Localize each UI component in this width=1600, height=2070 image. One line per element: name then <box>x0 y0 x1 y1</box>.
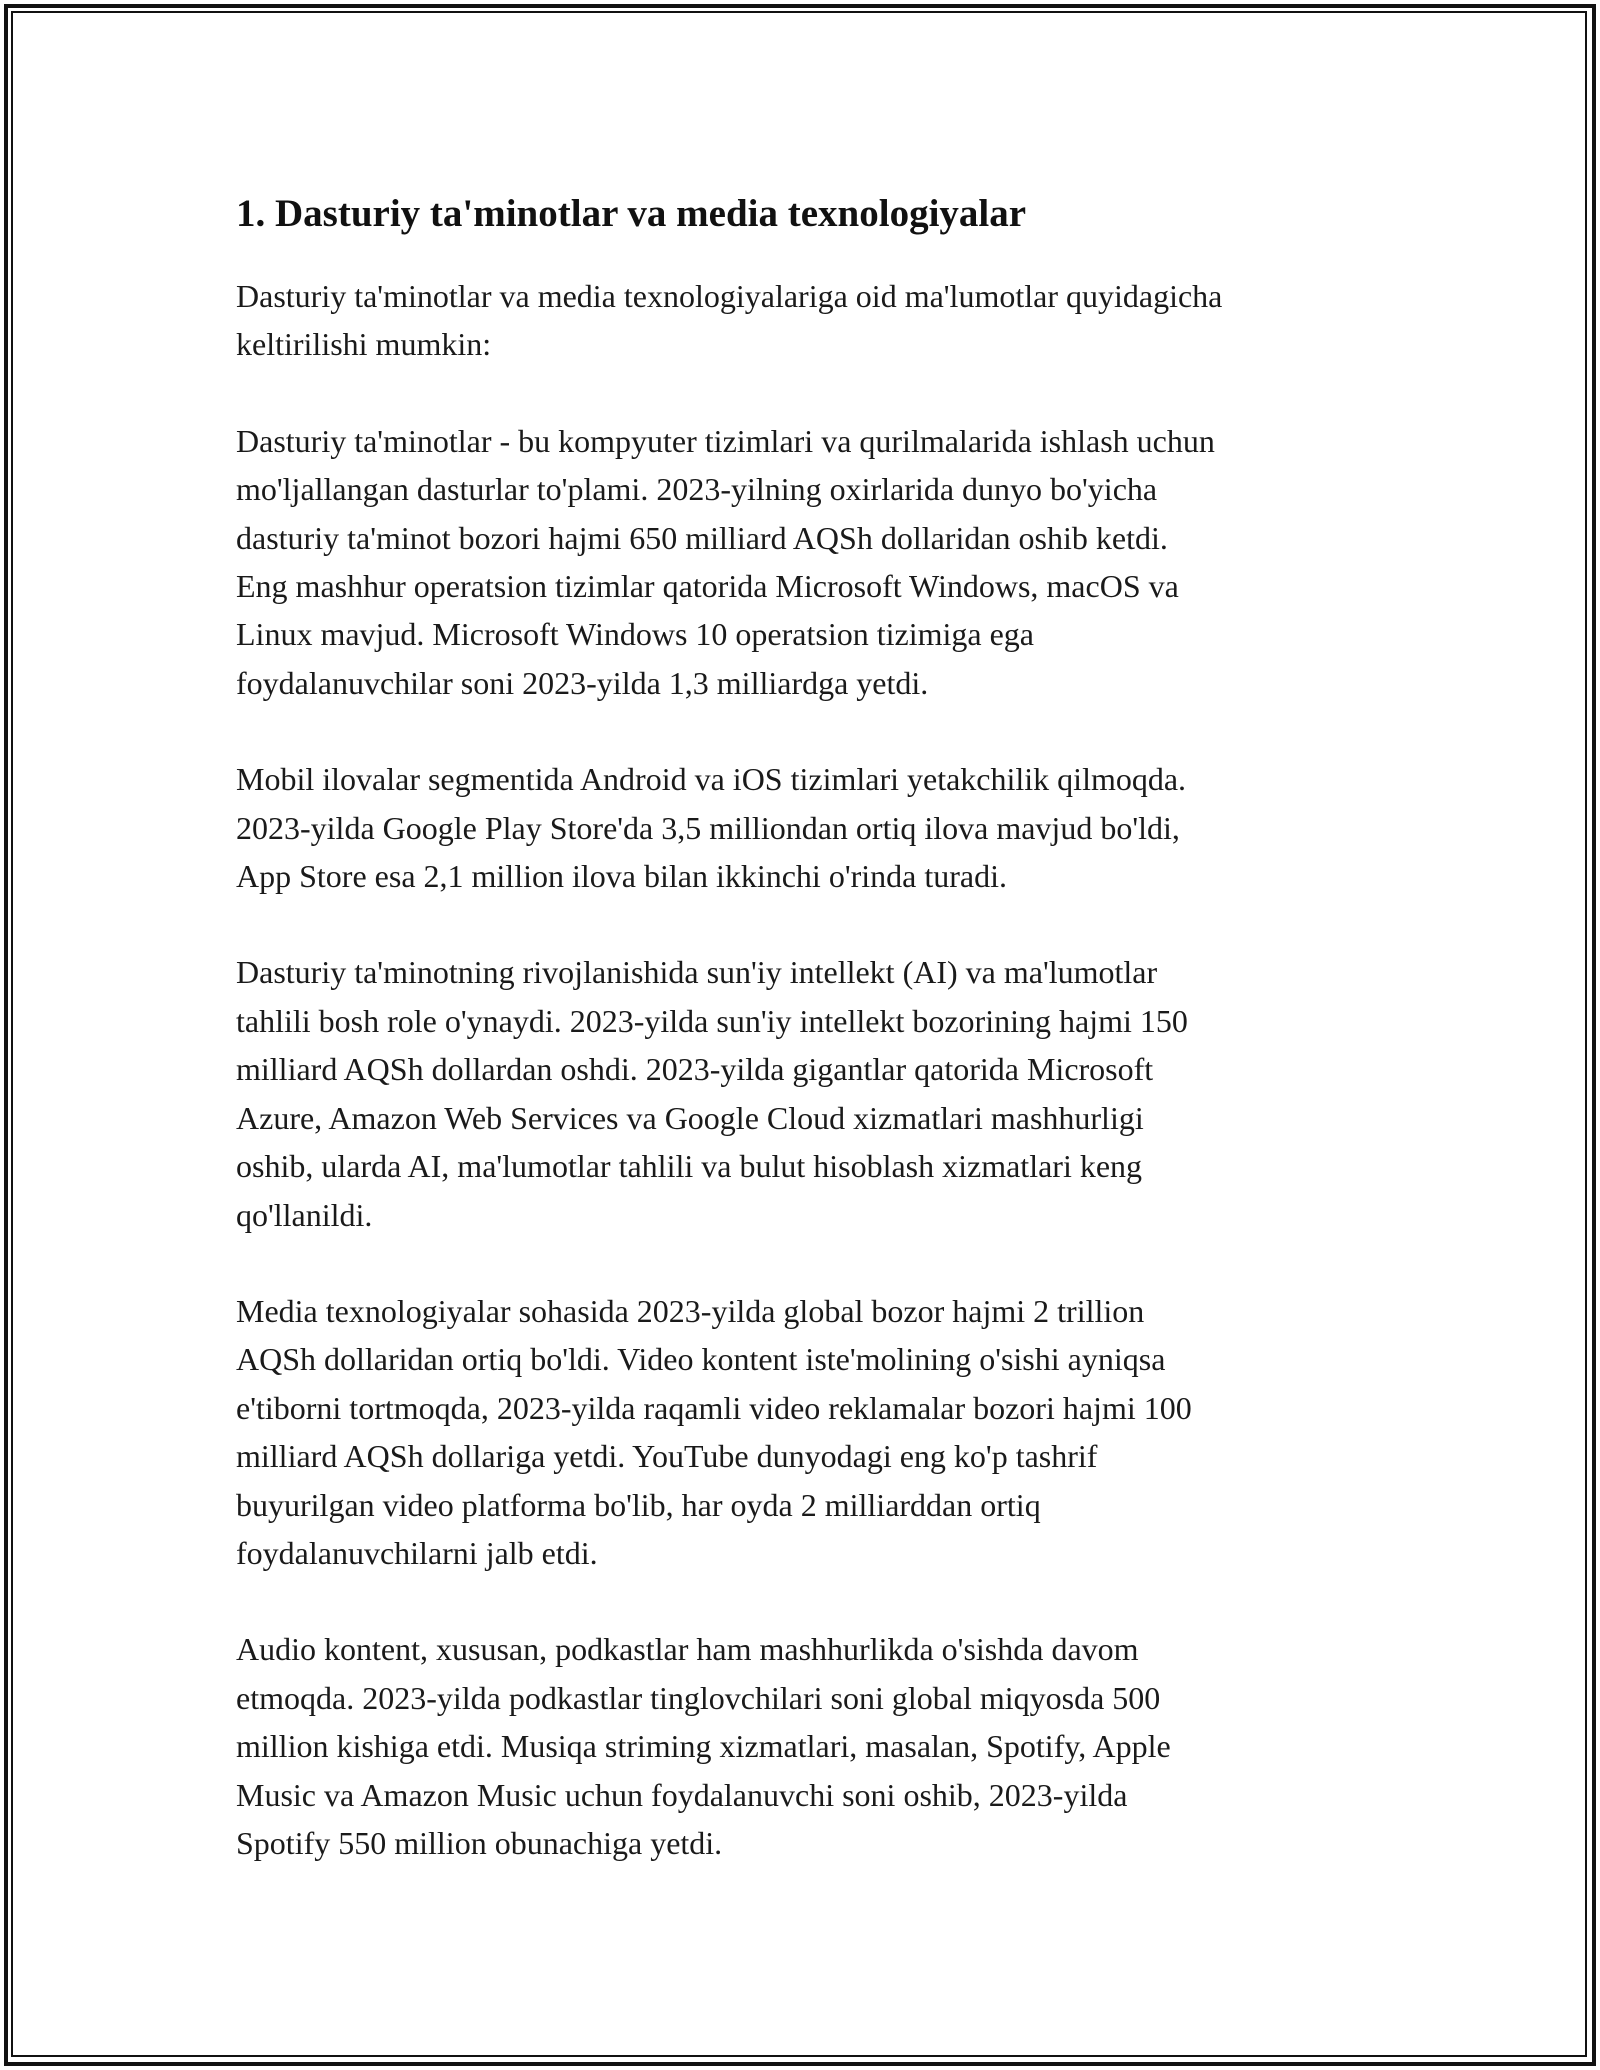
paragraph-media: Media texnologiyalar sohasida 2023-yilda global bozor hajmi 2 trillion AQSh dollaridan ortiq bo'ldi. Video kontent iste'molining o'sishi ayniqsa e'tiborni tortmoqda, 2023-yilda raqamli video reklamalar bozori hajmi 100 milliard AQSh dollariga yetdi. YouTube dunyodagi eng ko'p tashrif buyurilgan video platforma bo'lib, har oyda 2 milliarddan ortiq foydalanuvchilarni jalb etdi. <box>236 1292 1192 1571</box>
paragraph-software: Dasturiy ta'minotlar - bu kompyuter tizimlari va qurilmalarida ishlash uchun mo'ljallangan dasturlar to'plami. 2023-yilning oxirlarida dunyo bo'yicha dasturiy ta'minot bozori hajmi 650 milliard AQSh dollaridan oshib ketdi. Eng mashhur operatsion tizimlar qatorida Microsoft Windows, macOS va Linux mavjud. Microsoft Windows 10 operatsion tizimiga ega foydalanuvchilar soni 2023-yilda 1,3 milliardga yetdi. <box>236 422 1215 701</box>
section-heading: 1. Dasturiy ta'minotlar va media texnologiyalar <box>236 192 1027 235</box>
paragraph-ai: Dasturiy ta'minotning rivojlanishida sun'iy intellekt (AI) va ma'lumotlar tahlili bosh role o'ynaydi. 2023-yilda sun'iy intellekt bozorining hajmi 150 milliard AQSh dollardan oshdi. 2023-yilda gigantlar qatorida Microsoft Azure, Amazon Web Services va Google Cloud xizmatlari mashhurligi oshib, ularda AI, ma'lumotlar tahlili va bulut hisoblash xizmatlari keng qo'llanildi. <box>236 954 1188 1233</box>
document-body <box>236 186 1386 1915</box>
paragraph-intro: Dasturiy ta'minotlar va media texnologiyalariga oid ma'lumotlar quyidagicha keltirilishi mumkin: <box>236 278 1223 363</box>
paragraph-audio: Audio kontent, xususan, podkastlar ham mashhurlikda o'sishda davom etmoqda. 2023-yilda podkastlar tinglovchilari soni global miqyosda 500 million kishiga etdi. Musiqa striming xizmatlari, masalan, Spotify, Apple Music va Amazon Music uchun foydalanuvchi soni oshib, 2023-yilda Spotify 550 million obunachiga yetdi. <box>236 1631 1171 1861</box>
paragraph-mobile-apps: Mobil ilovalar segmentida Android va iOS tizimlari yetakchilik qilmoqda. 2023-yilda Google Play Store'da 3,5 milliondan ortiq ilova mavjud bo'ldi, App Store esa 2,1 million ilova bilan ikkinchi o'rinda turadi. <box>236 761 1187 895</box>
